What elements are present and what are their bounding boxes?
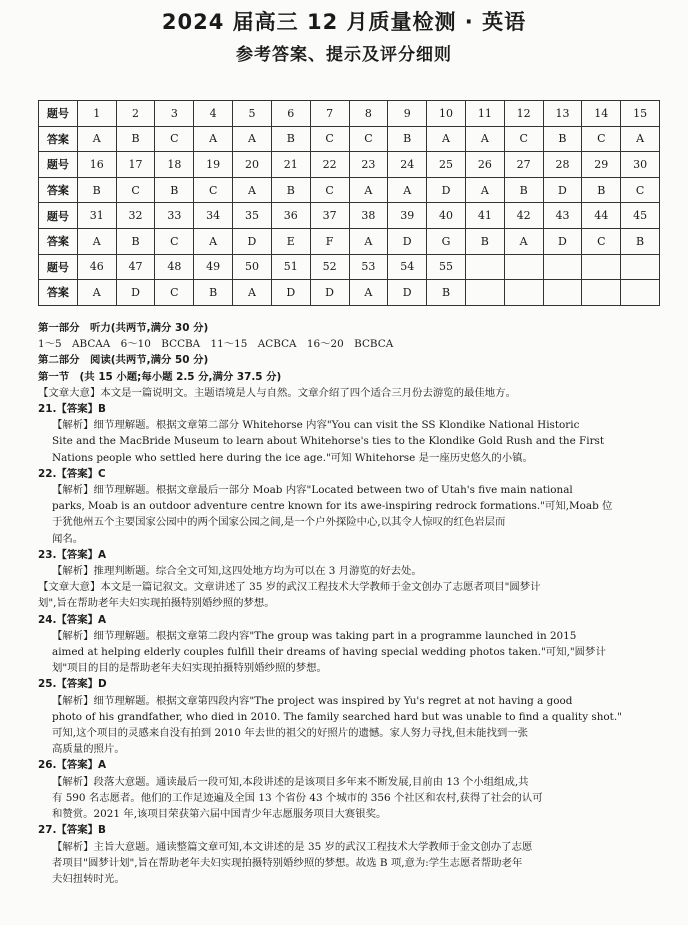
q21-answer: 21.【答案】B xyxy=(38,403,106,416)
passage-b-summary: 划",旨在帮助老年夫妇实现拍摄特别婚纱照的梦想。 xyxy=(38,597,275,610)
question-number-cell: 39 xyxy=(388,203,427,229)
answer-cell: C xyxy=(155,228,194,254)
answer-cell: A xyxy=(504,228,543,254)
answer-cell: C xyxy=(155,126,194,152)
answer-cell: A xyxy=(233,126,272,152)
q24-answer: 24.【答案】A xyxy=(38,613,107,626)
question-number-cell: 18 xyxy=(155,152,194,178)
q26-analysis: 有 590 名志愿者。他们的工作足迹遍及全国 13 个省份 43 个城市的 356 个社区和农村,获得了社会的认可 xyxy=(52,791,543,804)
question-number-cell: 43 xyxy=(543,203,582,229)
part2-heading: 第二部分 阅读(共两节,满分 50 分) xyxy=(38,354,209,367)
answer-cell: B xyxy=(621,228,660,254)
answer-cell: D xyxy=(388,280,427,306)
answer-cell xyxy=(582,280,621,306)
question-number-cell: 9 xyxy=(388,101,427,127)
answer-cell: A xyxy=(465,177,504,203)
answer-cell: C xyxy=(310,126,349,152)
question-number-cell xyxy=(465,254,504,280)
part2-subheading: 第一节 (共 15 小题;每小题 2.5 分,满分 37.5 分) xyxy=(38,370,282,383)
q22-analysis: parks, Moab is an outdoor adventure centre known for its awe-inspiring redrock formations."可知,Moab 位 xyxy=(52,500,613,513)
question-number-cell: 25 xyxy=(427,152,466,178)
question-number-cell: 20 xyxy=(233,152,272,178)
q22-analysis: 【解析】细节理解题。根据文章最后一部分 Moab 内容"Located between two of Utah's five main national xyxy=(52,484,573,497)
answer-cell: B xyxy=(543,126,582,152)
question-number-cell: 46 xyxy=(77,254,116,280)
q22-analysis: 于犹他州五个主要国家公园中的两个国家公园之间,是一个户外探险中心,以其令人惊叹的红色岩层而 xyxy=(52,516,506,529)
question-number-cell: 26 xyxy=(465,152,504,178)
answer-cell: C xyxy=(349,126,388,152)
answer-label: 答案 xyxy=(39,228,78,254)
answer-row xyxy=(39,126,660,152)
question-number-cell xyxy=(543,254,582,280)
question-number-cell: 10 xyxy=(427,101,466,127)
passage-b-summary: 【文章大意】本文是一篇记叙文。文章讲述了 35 岁的武汉工程技术大学教师于金文创办了志愿者项目"圆梦计 xyxy=(38,581,541,594)
answer-cell: B xyxy=(427,280,466,306)
q21-analysis: Site and the MacBride Museum to learn about Whitehorse's ties to the Klondike Gold Rush and the First xyxy=(52,435,605,448)
answer-label: 答案 xyxy=(39,177,78,203)
question-number-cell xyxy=(504,254,543,280)
answer-cell: A xyxy=(621,126,660,152)
question-number-row xyxy=(39,152,660,178)
answer-cell: D xyxy=(388,228,427,254)
answer-cell: B xyxy=(155,177,194,203)
answer-cell: D xyxy=(271,280,310,306)
part1-answers: 1～5 ABCAA 6～10 BCCBA 11～15 ACBCA 16～20 BCBCA xyxy=(38,338,394,351)
question-number-cell: 55 xyxy=(427,254,466,280)
question-number-cell: 21 xyxy=(271,152,310,178)
answer-cell: B xyxy=(194,280,233,306)
answer-cell: A xyxy=(427,126,466,152)
question-number-cell: 12 xyxy=(504,101,543,127)
answer-cell: C xyxy=(194,177,233,203)
answer-cell: A xyxy=(77,228,116,254)
part1-heading: 第一部分 听力(共两节,满分 30 分) xyxy=(38,322,209,334)
question-number-cell: 2 xyxy=(116,101,155,127)
q25-analysis: photo of his grandfather, who died in 2010. The family searched hard but was unable to find a quality shot." xyxy=(52,710,622,723)
answer-cell: B xyxy=(116,228,155,254)
q21-analysis: 【解析】细节理解题。根据文章第二部分 Whitehorse 内容"You can visit the SS Klondike National Historic xyxy=(52,419,580,432)
question-number-cell: 11 xyxy=(465,101,504,127)
q26-analysis: 和赞赏。2021 年,该项目荣获第六届中国青少年志愿服务项目大赛银奖。 xyxy=(52,808,387,821)
question-number-cell: 38 xyxy=(349,203,388,229)
question-number-cell: 42 xyxy=(504,203,543,229)
q26-answer: 26.【答案】A xyxy=(38,759,107,772)
question-number-label: 题号 xyxy=(39,101,78,127)
answer-cell: D xyxy=(116,280,155,306)
question-number-cell: 40 xyxy=(427,203,466,229)
question-number-cell: 35 xyxy=(233,203,272,229)
answer-row xyxy=(39,228,660,254)
q27-answer: 27.【答案】B xyxy=(38,824,106,837)
question-number-cell: 53 xyxy=(349,254,388,280)
q25-analysis: 可知,这个项目的灵感来自没有拍到 2010 年去世的祖父的好照片的遗憾。家人努力寻找,但未能找到一张 xyxy=(52,727,529,740)
answer-cell: B xyxy=(116,126,155,152)
answer-cell: C xyxy=(582,126,621,152)
q27-analysis: 者项目"圆梦计划",旨在帮助老年夫妇实现拍摄特别婚纱照的梦想。故选 B 项,意为:学生志愿者帮助老年 xyxy=(52,856,523,869)
question-number-cell: 30 xyxy=(621,152,660,178)
question-number-cell: 23 xyxy=(349,152,388,178)
answer-cell: C xyxy=(621,177,660,203)
question-number-cell: 13 xyxy=(543,101,582,127)
question-number-cell: 24 xyxy=(388,152,427,178)
question-number-cell: 32 xyxy=(116,203,155,229)
question-number-row xyxy=(39,203,660,229)
answer-cell: C xyxy=(116,177,155,203)
question-number-cell: 44 xyxy=(582,203,621,229)
question-number-label: 题号 xyxy=(39,203,78,229)
answer-row xyxy=(39,280,660,306)
answer-cell: A xyxy=(233,177,272,203)
question-number-row xyxy=(39,101,660,127)
answer-cell: A xyxy=(349,280,388,306)
answer-cell: C xyxy=(310,177,349,203)
answer-cell: A xyxy=(233,280,272,306)
q25-analysis: 【解析】细节理解题。根据文章第四段内容"The project was inspired by Yu's regret at not having a good xyxy=(52,694,573,707)
answer-cell: A xyxy=(349,177,388,203)
answer-cell: B xyxy=(77,177,116,203)
q27-analysis: 夫妇扭转时光。 xyxy=(52,872,125,885)
question-number-label: 题号 xyxy=(39,152,78,178)
answer-cell: A xyxy=(349,228,388,254)
question-number-cell: 36 xyxy=(271,203,310,229)
answer-cell: E xyxy=(271,228,310,254)
question-number-cell: 33 xyxy=(155,203,194,229)
answer-cell: F xyxy=(310,228,349,254)
q21-analysis: Nations people who settled here during the ice age."可知 Whitehorse 是一座历史悠久的小镇。 xyxy=(52,451,533,464)
question-number-cell: 41 xyxy=(465,203,504,229)
answer-cell xyxy=(543,280,582,306)
question-number-cell: 51 xyxy=(271,254,310,280)
answer-cell: G xyxy=(427,228,466,254)
question-number-cell: 4 xyxy=(194,101,233,127)
question-number-row xyxy=(39,254,660,280)
question-number-cell: 48 xyxy=(155,254,194,280)
answer-cell: D xyxy=(310,280,349,306)
q24-analysis: 划"项目的目的是帮助老年夫妇实现拍摄特别婚纱照的梦想。 xyxy=(52,662,327,675)
question-number-cell: 6 xyxy=(271,101,310,127)
question-number-cell: 52 xyxy=(310,254,349,280)
question-number-cell: 3 xyxy=(155,101,194,127)
explanations xyxy=(38,320,668,887)
answer-cell: C xyxy=(504,126,543,152)
question-number-label: 题号 xyxy=(39,254,78,280)
question-number-cell: 28 xyxy=(543,152,582,178)
answer-cell: B xyxy=(271,126,310,152)
question-number-cell xyxy=(582,254,621,280)
answer-cell: B xyxy=(465,228,504,254)
answer-cell: D xyxy=(543,177,582,203)
question-number-cell: 19 xyxy=(194,152,233,178)
question-number-cell: 14 xyxy=(582,101,621,127)
question-number-cell xyxy=(621,254,660,280)
answer-cell xyxy=(621,280,660,306)
q26-analysis: 【解析】段落大意题。通读最后一段可知,本段讲述的是该项目多年来不断发展,目前由 13 个小组组成,共 xyxy=(52,775,529,788)
question-number-cell: 47 xyxy=(116,254,155,280)
question-number-cell: 31 xyxy=(77,203,116,229)
question-number-cell: 37 xyxy=(310,203,349,229)
answer-cell: D xyxy=(543,228,582,254)
answer-cell: A xyxy=(465,126,504,152)
question-number-cell: 1 xyxy=(77,101,116,127)
answer-row xyxy=(39,177,660,203)
question-number-cell: 16 xyxy=(77,152,116,178)
answer-label: 答案 xyxy=(39,126,78,152)
q27-analysis: 【解析】主旨大意题。通读整篇文章可知,本文讲述的是 35 岁的武汉工程技术大学教师于金文创办了志愿 xyxy=(52,840,533,853)
question-number-cell: 34 xyxy=(194,203,233,229)
q25-answer: 25.【答案】D xyxy=(38,678,107,691)
page-title: 2024 届高三 12 月质量检测 · 英语 xyxy=(161,10,527,34)
page-subtitle: 参考答案、提示及评分细则 xyxy=(236,45,452,65)
question-number-cell: 22 xyxy=(310,152,349,178)
answer-cell: B xyxy=(271,177,310,203)
question-number-cell: 17 xyxy=(116,152,155,178)
question-number-cell: 8 xyxy=(349,101,388,127)
answer-cell: A xyxy=(77,280,116,306)
question-number-cell: 29 xyxy=(582,152,621,178)
q24-analysis: 【解析】细节理解题。根据文章第二段内容"The group was taking part in a programme launched in 2015 xyxy=(52,629,577,642)
answer-table xyxy=(38,100,660,306)
q23-analysis: 【解析】推理判断题。综合全文可知,这四处地方均为可以在 3 月游览的好去处。 xyxy=(52,565,422,578)
answer-cell: B xyxy=(582,177,621,203)
answer-cell xyxy=(465,280,504,306)
answer-cell xyxy=(504,280,543,306)
passage-a-summary: 【文章大意】本文是一篇说明文。主题语境是人与自然。文章介绍了四个适合三月份去游览的最佳地方。 xyxy=(38,386,516,399)
answer-cell: C xyxy=(155,280,194,306)
answer-cell: A xyxy=(388,177,427,203)
answer-cell: A xyxy=(194,228,233,254)
answer-cell: B xyxy=(504,177,543,203)
q22-answer: 22.【答案】C xyxy=(38,467,106,480)
answer-cell: C xyxy=(582,228,621,254)
answer-cell: B xyxy=(388,126,427,152)
question-number-cell: 50 xyxy=(233,254,272,280)
answer-cell: D xyxy=(233,228,272,254)
q22-analysis: 闻名。 xyxy=(52,532,84,545)
answer-cell: A xyxy=(77,126,116,152)
q24-analysis: aimed at helping elderly couples fulfill their dreams of having special wedding photos taken."可知,"圆梦计 xyxy=(52,646,606,659)
q25-analysis: 高质量的照片。 xyxy=(52,743,125,756)
question-number-cell: 5 xyxy=(233,101,272,127)
answer-label: 答案 xyxy=(39,280,78,306)
answer-cell: D xyxy=(427,177,466,203)
question-number-cell: 7 xyxy=(310,101,349,127)
q23-answer: 23.【答案】A xyxy=(38,548,107,561)
question-number-cell: 45 xyxy=(621,203,660,229)
question-number-cell: 27 xyxy=(504,152,543,178)
question-number-cell: 49 xyxy=(194,254,233,280)
question-number-cell: 15 xyxy=(621,101,660,127)
question-number-cell: 54 xyxy=(388,254,427,280)
answer-cell: A xyxy=(194,126,233,152)
